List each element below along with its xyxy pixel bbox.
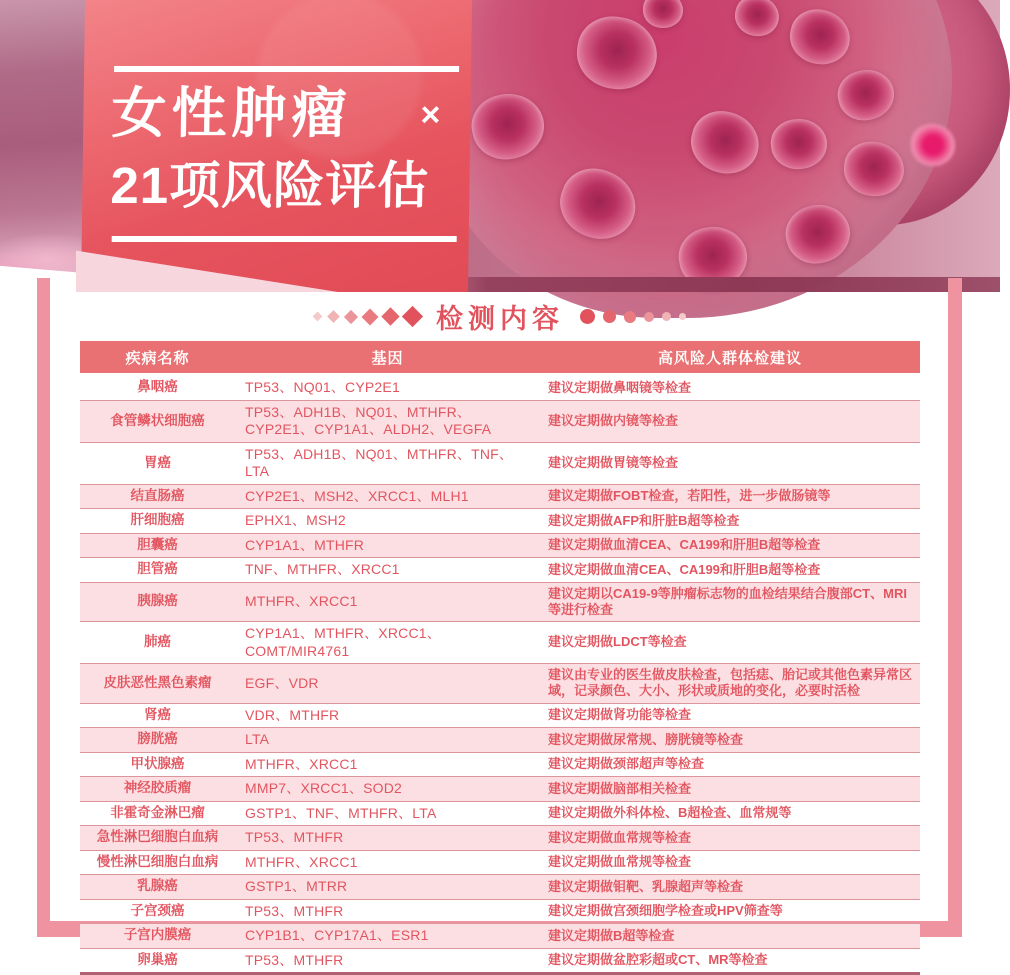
cell-genes: VDR、MTHFR — [235, 703, 540, 728]
cell-advice: 建议定期做外科体检、B超检查、血常规等 — [540, 801, 920, 826]
cell-advice: 建议定期做LDCT等检查 — [540, 622, 920, 664]
header-advice: 高风险人群体检建议 — [540, 341, 920, 375]
table-row — [80, 622, 920, 664]
diamond-dot-icon — [344, 309, 358, 323]
cell-advice: 建议定期做FOBT检查，若阳性，进一步做肠镜等 — [540, 484, 920, 509]
cell-genes: TP53、MTHFR — [235, 826, 540, 851]
frame-right — [948, 278, 962, 937]
circle-dots-right — [576, 309, 690, 324]
table-row — [80, 924, 920, 949]
cell-genes: CYP1A1、MTHFR — [235, 533, 540, 558]
cell-disease: 食管鳞状细胞癌 — [80, 400, 235, 442]
tumor-cell-illustration — [430, 0, 1000, 292]
table-row — [80, 801, 920, 826]
circle-dot-icon — [580, 309, 595, 324]
cell-advice: 建议定期做AFP和肝脏B超等检查 — [540, 509, 920, 534]
title-rule-top — [114, 66, 459, 72]
cell-genes: GSTP1、MTRR — [235, 875, 540, 900]
cell-genes: CYP1A1、MTHFR、XRCC1、COMT/MIR4761 — [235, 622, 540, 664]
diamond-dot-icon — [381, 307, 399, 325]
cell-disease: 甲状腺癌 — [80, 752, 235, 777]
table-row — [80, 777, 920, 802]
frame-left — [37, 278, 50, 937]
cell-genes: TP53、ADH1B、NQ01、MTHFR、TNF、LTA — [235, 442, 540, 484]
hero-dark-strip — [430, 277, 1000, 292]
cell-genes: TP53、ADH1B、NQ01、MTHFR、CYP2E1、CYP1A1、ALDH2、VEGFA — [235, 400, 540, 442]
bright-cell-icon — [911, 124, 955, 166]
cell-disease: 肺癌 — [80, 622, 235, 664]
table-row — [80, 582, 920, 622]
hero-banner — [0, 0, 1000, 292]
cell-advice: 建议定期做血常规等检查 — [540, 826, 920, 851]
diamond-dots-left — [310, 309, 424, 324]
section-heading — [0, 297, 1000, 336]
cell-advice: 建议定期做脑部相关检查 — [540, 777, 920, 802]
title-rule-bottom — [112, 236, 457, 242]
cell-advice: 建议定期做内镜等检查 — [540, 400, 920, 442]
cell-advice: 建议定期做盆腔彩超或CT、MR等检查 — [540, 948, 920, 974]
cell-genes: MTHFR、XRCC1 — [235, 850, 540, 875]
header-disease: 疾病名称 — [80, 341, 235, 375]
table-row — [80, 664, 920, 704]
cell-genes: TNF、MTHFR、XRCC1 — [235, 558, 540, 583]
cell-disease: 结直肠癌 — [80, 484, 235, 509]
table-row — [80, 948, 920, 974]
diamond-dot-icon — [327, 310, 340, 323]
circle-dot-icon — [644, 312, 654, 322]
cell-advice: 建议定期以CA19-9等肿瘤标志物的血检结果结合腹部CT、MRI等进行检查 — [540, 582, 920, 622]
table-row — [80, 558, 920, 583]
cell-genes: EPHX1、MSH2 — [235, 509, 540, 534]
cell-disease: 膀胱癌 — [80, 728, 235, 753]
table-row — [80, 752, 920, 777]
cell-advice: 建议定期做钼靶、乳腺超声等检查 — [540, 875, 920, 900]
cell-disease: 子宫内膜癌 — [80, 924, 235, 949]
cell-genes: MMP7、XRCC1、SOD2 — [235, 777, 540, 802]
circle-dot-icon — [679, 313, 686, 320]
table-header — [80, 341, 920, 375]
table-row — [80, 533, 920, 558]
cell-disease: 卵巢癌 — [80, 948, 235, 974]
cell-disease: 神经胶质瘤 — [80, 777, 235, 802]
cell-advice: 建议定期做鼻咽镜等检查 — [540, 375, 920, 401]
cell-disease: 慢性淋巴细胞白血病 — [80, 850, 235, 875]
cell-genes: TP53、MTHFR — [235, 899, 540, 924]
cell-genes: GSTP1、TNF、MTHFR、LTA — [235, 801, 540, 826]
table-row — [80, 484, 920, 509]
table-row — [80, 509, 920, 534]
cell-advice: 建议定期做宫颈细胞学检查或HPV筛查等 — [540, 899, 920, 924]
cell-advice: 建议定期做颈部超声等检查 — [540, 752, 920, 777]
cell-advice: 建议定期做B超等检查 — [540, 924, 920, 949]
circle-dot-icon — [662, 312, 671, 321]
table-row — [80, 850, 920, 875]
cell-advice: 建议由专业的医生做皮肤检查，包括痣、胎记或其他色素异常区域，记录颜色、大小、形状或质地的变化，必要时活检 — [540, 664, 920, 704]
table-row — [80, 442, 920, 484]
cell-genes: MTHFR、XRCC1 — [235, 752, 540, 777]
table-row — [80, 826, 920, 851]
cell-disease: 胆囊癌 — [80, 533, 235, 558]
cell-disease: 胆管癌 — [80, 558, 235, 583]
multiply-icon: × — [420, 96, 441, 134]
cell-genes: MTHFR、XRCC1 — [235, 582, 540, 622]
table-row — [80, 400, 920, 442]
cell-disease: 肾癌 — [80, 703, 235, 728]
cell-advice: 建议定期做尿常规、膀胱镜等检查 — [540, 728, 920, 753]
diamond-dot-icon — [313, 312, 323, 322]
table-row — [80, 728, 920, 753]
cell-genes: LTA — [235, 728, 540, 753]
table-row — [80, 875, 920, 900]
circle-dot-icon — [624, 311, 636, 323]
table-row — [80, 899, 920, 924]
cell-genes: TP53、MTHFR — [235, 948, 540, 974]
cell-advice: 建议定期做血常规等检查 — [540, 850, 920, 875]
cell-genes: EGF、VDR — [235, 664, 540, 704]
cell-advice: 建议定期做肾功能等检查 — [540, 703, 920, 728]
poster-title-line1: 女性肿瘤 — [111, 82, 352, 144]
diamond-dot-icon — [362, 308, 379, 325]
cell-advice: 建议定期做血清CEA、CA199和肝胆B超等检查 — [540, 558, 920, 583]
table-body — [80, 375, 920, 974]
section-title: 检测内容 — [436, 304, 564, 334]
header-genes: 基因 — [235, 341, 540, 375]
cell-disease: 胃癌 — [80, 442, 235, 484]
cell-disease: 急性淋巴细胞白血病 — [80, 826, 235, 851]
table-row — [80, 703, 920, 728]
cell-disease: 胰腺癌 — [80, 582, 235, 622]
cell-disease: 鼻咽癌 — [80, 375, 235, 401]
table-row — [80, 375, 920, 401]
cell-genes: TP53、NQ01、CYP2E1 — [235, 375, 540, 401]
cell-disease: 皮肤恶性黑色素瘤 — [80, 664, 235, 704]
diamond-dot-icon — [402, 306, 423, 327]
poster-title-line2: 21项风险评估 — [110, 157, 430, 214]
cell-genes: CYP2E1、MSH2、XRCC1、MLH1 — [235, 484, 540, 509]
cell-advice: 建议定期做血清CEA、CA199和肝胆B超等检查 — [540, 533, 920, 558]
title-banner — [81, 0, 472, 292]
cell-disease: 乳腺癌 — [80, 875, 235, 900]
cell-disease: 非霍奇金淋巴瘤 — [80, 801, 235, 826]
cell-advice: 建议定期做胃镜等检查 — [540, 442, 920, 484]
cell-disease: 子宫颈癌 — [80, 899, 235, 924]
cell-disease: 肝细胞癌 — [80, 509, 235, 534]
circle-dot-icon — [603, 310, 616, 323]
cell-genes: CYP1B1、CYP17A1、ESR1 — [235, 924, 540, 949]
detection-table — [80, 341, 920, 975]
